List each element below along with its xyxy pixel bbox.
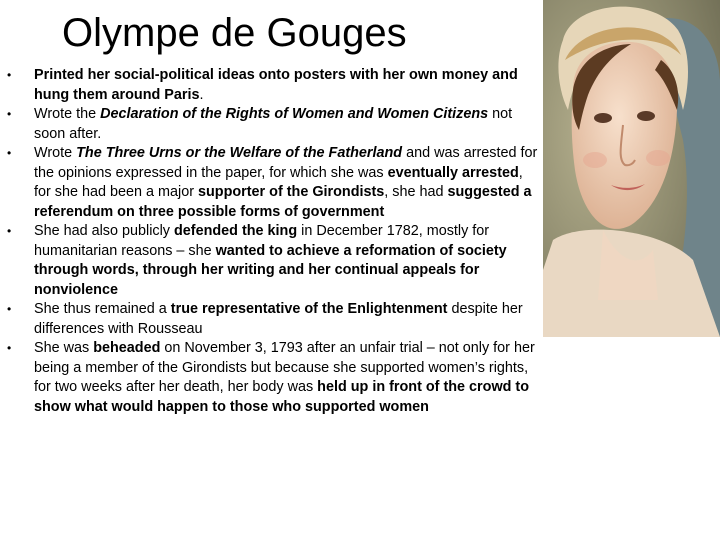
bullet-item [0, 222, 540, 300]
bullet-text-run: defended the king [174, 223, 298, 239]
bullet-text-run: on November 3, 1793 after an unfair trial – not only for her being a member of the Girondists but because she supported women’s rights, for two weeks after her death, her body was [34, 340, 535, 395]
bullet-item [0, 66, 540, 105]
bullet-dot: • [7, 68, 12, 82]
bullet-text-run: in December 1782, mostly for humanitarian reasons – she [34, 223, 490, 259]
bullet-dot: • [7, 341, 12, 355]
bullet-text-run: beheaded [93, 340, 161, 356]
portrait-eye-right [637, 111, 655, 121]
bullet-dot: • [7, 224, 12, 238]
bullet-dot: • [7, 107, 12, 121]
bullet-text-run: . [199, 86, 204, 103]
bullet-text-run: She thus remained a [34, 301, 171, 317]
portrait-eye-left [594, 113, 612, 123]
portrait-image [543, 0, 720, 337]
bullet-text-run: The Three Urns or the Welfare of the Fatherland [76, 145, 403, 161]
bullet-text-run: Wrote the [34, 106, 101, 122]
bullet-item [0, 300, 540, 339]
bullet-text-run: suggested a referendum on three possible forms of government [34, 184, 532, 220]
bullet-text-run: , she had [384, 184, 448, 200]
bullet-text-run: held up in front of the crowd to show what would happen to those who supported women [34, 379, 530, 415]
bullet-item [0, 105, 540, 144]
bullet-text-run: She had also publicly [34, 223, 174, 239]
bullet-text-run: true representative of the Enlightenment [170, 301, 448, 317]
bullet-text-run: despite her differences with Rousseau [34, 301, 523, 337]
bullet-text-run: not soon after. [34, 106, 513, 142]
bullet-text-run: Declaration of the Rights of Women and Women Citizens [100, 106, 489, 122]
bullet-text-run: Printed her social-political ideas onto posters with her own money and hung them around Paris [34, 67, 518, 103]
bullet-text-run: She was [34, 340, 94, 356]
bullet-item [0, 339, 540, 417]
bullet-dot: • [7, 146, 12, 160]
bullet-dot: • [7, 302, 12, 316]
bullet-item [0, 144, 540, 222]
bullet-text-run: , for she had been a major [34, 164, 523, 200]
bullet-text-run: Wrote [34, 145, 77, 161]
slide-title: Olympe de Gouges [62, 11, 407, 55]
bullet-text-run: supporter of the Girondists [198, 184, 385, 200]
bullet-list [0, 66, 540, 417]
bullet-text-run: wanted to achieve a reformation of society through words, through her writing and her continual appeals for nonviolence [34, 242, 507, 298]
portrait-painting [543, 0, 720, 337]
bullet-text-run: eventually arrested [387, 164, 519, 181]
bullet-text-run: and was arrested for the opinions expressed in the paper, for which she was [34, 145, 538, 181]
